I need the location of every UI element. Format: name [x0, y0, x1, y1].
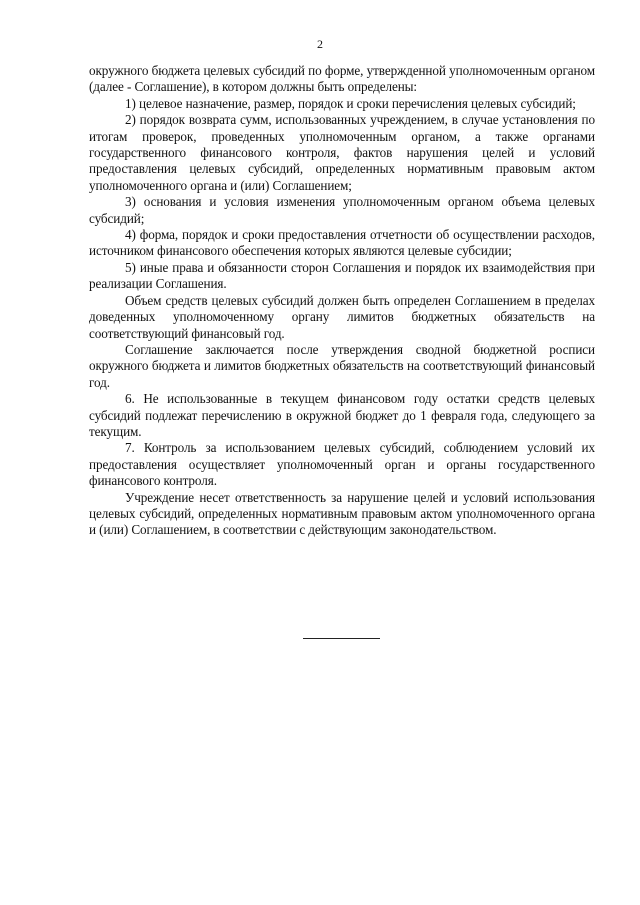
- paragraph-agreement-conclusion: Соглашение заключается после утверждения сводной бюджетной росписи окружного бюджета и лимитов бюджетных обязательств на соответствующий финансовый год.: [89, 341, 595, 390]
- paragraph-responsibility: Учреждение несет ответственность за нарушение целей и условий использования целевых субсидий, определенных нормативным правовым актом уполномоченного органа и (или) Соглашением, в соответствии с действующим законодательством.: [89, 489, 595, 538]
- end-of-text-rule: [303, 638, 380, 639]
- list-item-2: 2) порядок возврата сумм, использованных учреждением, в случае установления по итогам проверок, проведенных уполномоченным органом, а также органами государственного финансового контроля, фактов нарушения целей и условий предоставления целевых субсидий, определенных нормативным правовым актом уполномоченного органа и (или) Соглашением;: [89, 112, 595, 193]
- paragraph-continuation: окружного бюджета целевых субсидий по форме, утвержденной уполномоченным органом (далее - Соглашение), в котором должны быть определены:: [89, 63, 595, 95]
- list-item-3: 3) основания и условия изменения уполномоченным органом объема целевых субсидий;: [89, 194, 595, 226]
- paragraph-subsidy-volume: Объем средств целевых субсидий должен быть определен Соглашением в пределах доведенных уполномоченному органу лимитов бюджетных обязательств на соответствующий финансовый год.: [89, 292, 595, 341]
- page-number: 2: [317, 37, 323, 51]
- document-body: [89, 63, 595, 539]
- list-item-4: 4) форма, порядок и сроки предоставления отчетности об осуществлении расходов, источником финансового обеспечения которых являются целевые субсидии;: [89, 227, 595, 259]
- paragraph-clause-6: 6. Не использованные в текущем финансовом году остатки средств целевых субсидий подлежат перечислению в окружной бюджет до 1 февраля года, следующего за текущим.: [89, 391, 595, 439]
- list-item-5: 5) иные права и обязанности сторон Соглашения и порядок их взаимодействия при реализации Соглашения.: [89, 259, 595, 292]
- paragraph-clause-7: 7. Контроль за использованием целевых субсидий, соблюдением условий их предоставления осуществляет уполномоченный орган и органы государственного финансового контроля.: [89, 440, 595, 489]
- list-item-1: 1) целевое назначение, размер, порядок и сроки перечисления целевых субсидий;: [125, 95, 576, 111]
